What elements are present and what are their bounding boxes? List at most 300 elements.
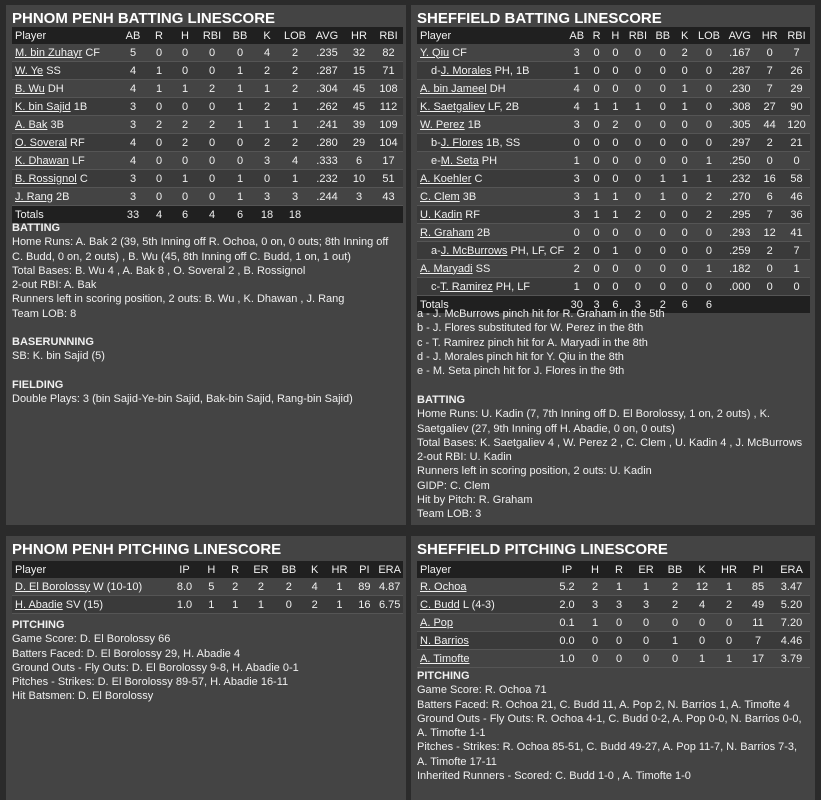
player-cell [417, 578, 551, 596]
stat-cell: 0 [583, 632, 607, 650]
away-pitching-table [417, 561, 810, 668]
stat-cell: 1 [715, 650, 743, 668]
stat-cell: 0 [172, 44, 198, 62]
stat-cell: 29 [783, 80, 810, 98]
away-sub-notes [417, 307, 665, 378]
player-link[interactable]: W. Ye [15, 64, 44, 77]
table-row [12, 170, 403, 188]
total-cell: 6 [675, 296, 695, 314]
stat-cell: 108 [374, 80, 403, 98]
stat-cell: 26 [783, 62, 810, 80]
stat-cell: 0 [607, 650, 631, 668]
notes-heading: BATTING [417, 394, 466, 406]
stat-cell: 0 [675, 116, 695, 134]
stat-cell: 0 [606, 80, 625, 98]
sub-note: a - J. McBurrows pinch hit for R. Graham in the 5th [417, 308, 665, 320]
notes-heading: PITCHING [12, 619, 65, 631]
stat-cell: 1 [661, 632, 689, 650]
stat-cell: 2 [223, 578, 247, 596]
stat-cell: 1 [172, 170, 198, 188]
stat-cell: 1 [695, 170, 724, 188]
stat-cell: 11 [743, 614, 773, 632]
player-position: LF [71, 154, 85, 167]
stat-cell: 3 [120, 188, 146, 206]
col-header: ERA [773, 561, 810, 578]
stat-cell: 0 [651, 116, 675, 134]
stat-cell: 12 [689, 578, 715, 596]
total-cell: 6 [226, 206, 254, 224]
stat-cell: 0 [756, 44, 783, 62]
home-batters-body [12, 44, 403, 206]
stat-cell: 0 [689, 632, 715, 650]
total-cell: 3 [625, 296, 651, 314]
player-cell [417, 614, 551, 632]
stat-cell: 0 [172, 152, 198, 170]
col-header: ER [247, 561, 275, 578]
away-batting-panel [411, 5, 815, 525]
player-cell [12, 170, 120, 188]
stat-cell: 0 [695, 134, 724, 152]
stat-cell: 16 [756, 170, 783, 188]
player-link[interactable]: M. Seta [440, 154, 479, 167]
stat-cell: 0 [606, 224, 625, 242]
stat-cell: 0 [198, 44, 226, 62]
player-link[interactable]: C. Clem [420, 190, 460, 203]
player-position: C [79, 172, 88, 185]
player-cell [417, 134, 566, 152]
stat-cell: 0 [651, 98, 675, 116]
home-pitching-table [12, 561, 403, 614]
stat-cell: 2 [675, 44, 695, 62]
stat-cell: 1 [327, 596, 353, 614]
home-batting-title: PHNOM PENH BATTING LINESCORE [12, 10, 276, 27]
stat-cell: 12 [756, 224, 783, 242]
stat-cell: 0 [651, 152, 675, 170]
stat-cell: .304 [310, 80, 344, 98]
stat-cell: 6 [756, 188, 783, 206]
table-row [417, 596, 810, 614]
notes-heading: BASERUNNING [12, 336, 94, 349]
table-row [417, 134, 810, 152]
stat-cell: 0 [146, 170, 172, 188]
stat-cell: 1 [715, 578, 743, 596]
stat-cell: 4.46 [773, 632, 810, 650]
stat-cell: 0 [661, 650, 689, 668]
col-header: HR [756, 27, 783, 44]
stat-cell: 6 [344, 152, 374, 170]
col-header: LOB [695, 27, 724, 44]
player-link[interactable]: H. Abadie [15, 598, 63, 611]
table-row [417, 152, 810, 170]
stat-cell: 0.1 [551, 614, 583, 632]
player-link[interactable]: T. Ramirez [440, 280, 493, 293]
col-header: K [254, 27, 280, 44]
pitcher-decision: W (10-10) [93, 580, 143, 593]
player-link[interactable]: A. Maryadi [420, 262, 473, 275]
stat-cell: 7 [783, 44, 810, 62]
col-header: R [587, 27, 606, 44]
stat-cell: 0 [675, 206, 695, 224]
stat-cell: .262 [310, 98, 344, 116]
stat-cell: 1 [280, 170, 310, 188]
stat-cell: 5.2 [551, 578, 583, 596]
col-header: BB [226, 27, 254, 44]
col-header: Player [12, 27, 120, 44]
stat-cell: 45 [344, 80, 374, 98]
away-pitching-panel [411, 536, 815, 800]
player-link[interactable]: U. Kadin [420, 208, 463, 221]
stat-cell: 0 [651, 224, 675, 242]
table-row [417, 260, 810, 278]
player-position: PH [481, 154, 498, 167]
total-cell: 18 [254, 206, 280, 224]
stat-cell: 0 [695, 62, 724, 80]
stat-cell: 0 [198, 170, 226, 188]
stat-cell: 21 [783, 134, 810, 152]
stat-cell: 1 [254, 116, 280, 134]
player-position: LF, 2B [487, 100, 520, 113]
player-link[interactable]: W. Perez [420, 118, 465, 131]
stat-cell: .308 [723, 98, 756, 116]
stat-cell: 3 [566, 116, 587, 134]
inherited-runners-note: Inherited Runners - Scored: C. Budd 1-0 , A. Timofte 1-0 [417, 770, 691, 783]
stat-cell: 0 [651, 278, 675, 296]
player-link[interactable]: Y. Qiu [420, 46, 450, 59]
stat-cell: 0 [625, 278, 651, 296]
total-cell: 33 [120, 206, 146, 224]
stat-cell: 3 [280, 188, 310, 206]
stat-cell: 1 [146, 80, 172, 98]
away-batting-notes [417, 393, 807, 522]
player-link[interactable]: M. bin Zuhayr [15, 46, 83, 59]
stat-cell: 1.0 [170, 596, 200, 614]
away-pitching-title: SHEFFIELD PITCHING LINESCORE [417, 541, 668, 558]
stat-cell: 0 [198, 188, 226, 206]
table-row [417, 242, 810, 260]
player-link[interactable]: O. Soveral [15, 136, 67, 149]
stat-cell: 0 [606, 44, 625, 62]
stat-cell: 0 [606, 170, 625, 188]
stat-cell: 1 [226, 62, 254, 80]
away-pitchers-body [417, 578, 810, 668]
stat-cell: 45 [344, 98, 374, 116]
home-batting-notes [12, 221, 402, 406]
stat-cell: 0 [625, 62, 651, 80]
stat-cell: 0 [783, 278, 810, 296]
stat-cell: 1 [606, 242, 625, 260]
player-position: C [474, 172, 483, 185]
stat-cell: 2 [254, 62, 280, 80]
stat-cell: 0 [675, 260, 695, 278]
player-link[interactable]: N. Barrios [420, 634, 469, 647]
stat-cell: 16 [352, 596, 376, 614]
stat-cell: 1 [199, 596, 223, 614]
col-header: HR [327, 561, 353, 578]
col-header: BB [651, 27, 675, 44]
stat-cell: 120 [783, 116, 810, 134]
stat-cell: 0 [651, 134, 675, 152]
col-header: R [146, 27, 172, 44]
table-row [12, 98, 403, 116]
stat-cell: 0 [607, 632, 631, 650]
table-row [12, 578, 403, 596]
stat-cell: 0 [715, 632, 743, 650]
col-header: H [606, 27, 625, 44]
stat-cell: 0 [651, 260, 675, 278]
stat-cell: 0 [631, 632, 661, 650]
stat-cell: 2 [695, 206, 724, 224]
col-header: R [607, 561, 631, 578]
pitches-strikes-note: Pitches - Strikes: R. Ochoa 85-51, C. Budd 49-27, A. Pop 11-7, N. Barrios 7-3, A. Timofte 17-11 [417, 741, 798, 768]
stat-cell: .280 [310, 134, 344, 152]
sub-marker: c- [431, 280, 441, 293]
home-pitching-header-row [12, 561, 403, 578]
table-row [417, 578, 810, 596]
table-row [417, 62, 810, 80]
player-position: DH [489, 82, 506, 95]
stat-cell: 0 [631, 650, 661, 668]
stat-cell: 0 [146, 98, 172, 116]
player-link[interactable]: K. bin Sajid [15, 100, 71, 113]
sub-note: c - T. Ramirez pinch hit for A. Maryadi in the 8th [417, 336, 648, 349]
player-link[interactable]: A. Pop [420, 616, 454, 629]
player-cell [417, 170, 566, 188]
col-header: BB [275, 561, 303, 578]
col-header: AB [566, 27, 587, 44]
stat-cell: 2.0 [551, 596, 583, 614]
stat-cell: 6.75 [376, 596, 403, 614]
stat-cell: 3 [344, 188, 374, 206]
stat-cell: 0 [675, 278, 695, 296]
player-cell [12, 62, 120, 80]
player-link[interactable]: K. Saetgaliev [420, 100, 485, 113]
home-runs-note: Home Runs: U. Kadin (7, 7th Inning off D. El Borolossy, 1 on, 2 outs) , K. Saetgaliev (27, 9th Inning off H. Abadie, 0 on, 0 outs) [417, 408, 770, 435]
player-link[interactable]: J. McBurrows [440, 244, 508, 257]
stat-cell: 0 [198, 98, 226, 116]
stat-cell: 109 [374, 116, 403, 134]
stat-cell: 1 [583, 614, 607, 632]
player-link[interactable]: A. Timofte [420, 652, 470, 665]
stat-cell: 0 [625, 116, 651, 134]
total-cell: 6 [695, 296, 724, 314]
stat-cell: 1 [146, 62, 172, 80]
stat-cell: 0 [172, 62, 198, 80]
stat-cell: 0 [587, 224, 606, 242]
stat-cell: 2 [146, 116, 172, 134]
stat-cell: .232 [310, 170, 344, 188]
stat-cell: 1 [606, 188, 625, 206]
stat-cell: 2 [280, 134, 310, 152]
player-cell [12, 152, 120, 170]
table-row [417, 632, 810, 650]
stat-cell: 1 [223, 596, 247, 614]
player-link[interactable]: B. Rossignol [15, 172, 77, 185]
col-header: ERA [376, 561, 403, 578]
player-link[interactable]: J. Rang [15, 190, 53, 203]
stat-cell: 0 [783, 152, 810, 170]
player-cell [12, 98, 120, 116]
team-lob-note: Team LOB: 3 [417, 508, 482, 521]
home-pitchers-body [12, 578, 403, 614]
col-header: K [303, 561, 327, 578]
stat-cell: 2 [254, 134, 280, 152]
stat-cell: 4 [120, 152, 146, 170]
stat-cell: 2 [756, 134, 783, 152]
stat-cell: 27 [756, 98, 783, 116]
stat-cell: 0.0 [551, 632, 583, 650]
stat-cell: 0 [715, 614, 743, 632]
stat-cell: 1 [566, 152, 587, 170]
stat-cell: 0 [631, 614, 661, 632]
stat-cell: 0 [587, 80, 606, 98]
player-position: CF [452, 46, 467, 59]
stat-cell: 5.20 [773, 596, 810, 614]
stat-cell: 1 [226, 98, 254, 116]
stat-cell: 0 [661, 614, 689, 632]
stat-cell: 0 [198, 152, 226, 170]
col-header: R [223, 561, 247, 578]
player-link[interactable]: A. bin Jameel [420, 82, 487, 95]
stat-cell: 3 [120, 116, 146, 134]
stat-cell: 3 [566, 188, 587, 206]
col-header: IP [170, 561, 200, 578]
pitches-strikes-note: Pitches - Strikes: D. El Borolossy 89-57, H. Abadie 16-11 [12, 676, 289, 689]
home-batting-table [12, 27, 403, 223]
stat-cell: 46 [783, 188, 810, 206]
stat-cell: .295 [723, 206, 756, 224]
sub-marker: d- [431, 64, 441, 77]
stat-cell: 0 [675, 224, 695, 242]
stat-cell: 0 [254, 170, 280, 188]
total-cell: 4 [146, 206, 172, 224]
player-link[interactable]: R. Graham [420, 226, 474, 239]
stat-cell: 5 [199, 578, 223, 596]
stat-cell: 0 [625, 44, 651, 62]
player-link[interactable]: K. Dhawan [15, 154, 69, 167]
player-cell [12, 116, 120, 134]
player-link[interactable]: R. Ochoa [420, 580, 467, 593]
stat-cell: .305 [723, 116, 756, 134]
player-cell [12, 134, 120, 152]
home-batting-header-row [12, 27, 403, 44]
stat-cell: 2 [566, 260, 587, 278]
stat-cell: 1 [606, 206, 625, 224]
player-position: PH, 1B [494, 64, 530, 77]
stat-cell: 0 [587, 170, 606, 188]
stat-cell: 0 [587, 260, 606, 278]
stat-cell: 1 [651, 170, 675, 188]
player-cell [12, 188, 120, 206]
player-link[interactable]: A. Koehler [420, 172, 472, 185]
table-row [12, 596, 403, 614]
table-row [12, 152, 403, 170]
stat-cell: .230 [723, 80, 756, 98]
stat-cell: 0 [566, 224, 587, 242]
stat-cell: 0 [756, 152, 783, 170]
stat-cell: .270 [723, 188, 756, 206]
stat-cell: 1 [675, 80, 695, 98]
sub-note: b - J. Flores substituted for W. Perez in the 8th [417, 322, 644, 335]
stat-cell: .287 [310, 62, 344, 80]
player-position: DH [47, 82, 64, 95]
player-link[interactable]: J. Flores [440, 136, 483, 149]
sub-marker: a- [431, 244, 441, 257]
table-row [417, 224, 810, 242]
col-header: ER [631, 561, 661, 578]
stat-cell: 2 [198, 80, 226, 98]
player-link[interactable]: J. Morales [440, 64, 492, 77]
player-cell [12, 80, 120, 98]
stat-cell: 3 [566, 44, 587, 62]
stat-cell: .182 [723, 260, 756, 278]
col-header: AVG [723, 27, 756, 44]
stat-cell: 7.20 [773, 614, 810, 632]
table-row [417, 614, 810, 632]
col-header: K [675, 27, 695, 44]
player-position: SS [46, 64, 61, 77]
player-cell [417, 98, 566, 116]
stat-cell: 0 [146, 188, 172, 206]
stat-cell: 1 [606, 98, 625, 116]
stat-cell: 2 [198, 116, 226, 134]
stat-cell: 0 [695, 44, 724, 62]
stat-cell: 0 [146, 44, 172, 62]
stat-cell: 1 [689, 650, 715, 668]
stat-cell: 112 [374, 98, 403, 116]
col-header: AB [120, 27, 146, 44]
stat-cell: 0 [675, 242, 695, 260]
away-batting-table [417, 27, 810, 313]
player-position: 3B [50, 118, 64, 131]
total-cell: 30 [566, 296, 587, 314]
game-score-note: Game Score: R. Ochoa 71 [417, 684, 547, 697]
stat-cell: 1 [695, 260, 724, 278]
table-row [12, 116, 403, 134]
table-row [417, 116, 810, 134]
player-link[interactable]: B. Wu [15, 82, 45, 95]
stat-cell: 10 [344, 170, 374, 188]
stat-cell: 1 [280, 98, 310, 116]
stat-cell: 1 [695, 152, 724, 170]
stat-cell: 1 [247, 596, 275, 614]
stat-cell: 1 [226, 80, 254, 98]
stat-cell: 3 [120, 98, 146, 116]
player-position: 2B [55, 190, 70, 203]
stat-cell: 17 [743, 650, 773, 668]
stat-cell: 1.0 [551, 650, 583, 668]
team-lob-note: Team LOB: 8 [12, 307, 77, 320]
player-link[interactable]: A. Bak [15, 118, 48, 131]
player-link[interactable]: C. Budd [420, 598, 460, 611]
player-position: PH, LF [495, 280, 531, 293]
stat-cell: 0 [606, 134, 625, 152]
player-position: RF [70, 136, 85, 149]
stat-cell: 7 [783, 242, 810, 260]
table-row [12, 62, 403, 80]
stat-cell: .259 [723, 242, 756, 260]
stat-cell: .167 [723, 44, 756, 62]
player-link[interactable]: D. El Borolossy [15, 580, 91, 593]
stat-cell: 0 [651, 206, 675, 224]
stat-cell: 1 [625, 98, 651, 116]
stat-cell: .235 [310, 44, 344, 62]
stat-cell: 0 [587, 116, 606, 134]
stat-cell: 2 [275, 578, 303, 596]
stat-cell: 2 [715, 596, 743, 614]
stat-cell: .244 [310, 188, 344, 206]
col-header: K [689, 561, 715, 578]
hit-batsmen-note: Hit Batsmen: D. El Borolossy [12, 690, 154, 703]
